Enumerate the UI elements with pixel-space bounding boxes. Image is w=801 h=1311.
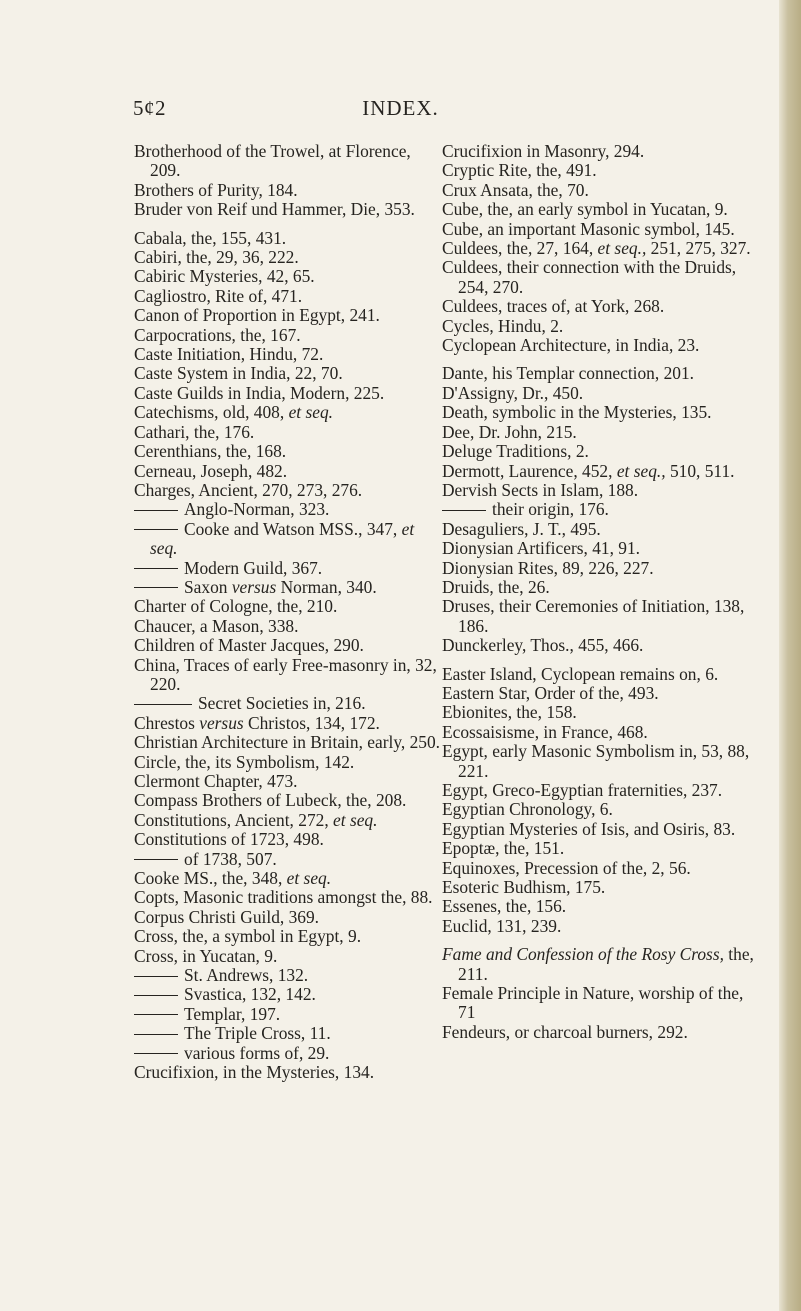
entry-text: Crux Ansata, the, 70. — [442, 179, 589, 200]
index-entry — [442, 520, 760, 539]
index-entry — [134, 326, 444, 345]
entry-text: Euclid, 131, 239. — [442, 915, 562, 936]
entry-text: Chaucer, a Mason, 338. — [134, 615, 299, 636]
ditto-dash — [134, 995, 178, 996]
entry-italic: et seq. — [150, 518, 415, 559]
entry-text: Anglo-Norman, 323. — [184, 499, 330, 520]
entry-text: Culdees, the, 27, 164, — [442, 238, 598, 259]
entry-text: Easter Island, Cyclopean remains on, 6. — [442, 663, 719, 684]
entry-text: Constitutions of 1723, 498. — [134, 829, 324, 850]
entry-text: Fendeurs, or charcoal burners, 292. — [442, 1021, 688, 1042]
entry-text: Canon of Proportion in Egypt, 241. — [134, 305, 380, 326]
index-entry — [442, 181, 760, 200]
entry-text-after: the, 211. — [458, 944, 754, 984]
index-entry — [442, 781, 760, 800]
index-entry — [134, 229, 444, 248]
index-entry — [134, 1063, 444, 1082]
index-entry — [134, 656, 444, 695]
index-entry — [442, 539, 760, 558]
entry-text: Cross, the, a symbol in Egypt, 9. — [134, 926, 362, 947]
entry-text: Dante, his Templar connection, 201. — [442, 363, 695, 384]
entry-italic: et seq. — [286, 868, 332, 889]
index-entry — [442, 1023, 760, 1042]
index-entry — [134, 200, 444, 219]
ditto-dash — [134, 1014, 178, 1015]
entry-text: Dee, Dr. John, 215. — [442, 421, 577, 442]
entry-text: Epoptæ, the, 151. — [442, 838, 565, 859]
entry-text: Compass Brothers of Lubeck, the, 208. — [134, 790, 407, 811]
index-entry — [442, 220, 760, 239]
index-entry — [134, 559, 444, 578]
index-entry — [134, 908, 444, 927]
entry-text-after: Christos, 134, 172. — [243, 712, 380, 733]
index-entry — [442, 200, 760, 219]
entry-text: Cerneau, Joseph, 482. — [134, 460, 288, 481]
entry-text: Equinoxes, Precession of the, 2, 56. — [442, 857, 691, 878]
index-entry — [442, 636, 760, 655]
entry-text: Corpus Christi Guild, 369. — [134, 906, 320, 927]
index-entry — [442, 859, 760, 878]
entry-italic: versus — [199, 712, 244, 733]
index-entry — [134, 345, 444, 364]
index-entry — [134, 423, 444, 442]
entry-italic: et seq., — [597, 238, 647, 259]
entry-text: Brotherhood of the Trowel, at Florence, 209. — [134, 141, 411, 181]
index-entry — [134, 142, 444, 181]
index-entry — [442, 917, 760, 936]
index-entry — [134, 364, 444, 383]
entry-text: Modern Guild, 367. — [184, 557, 323, 578]
index-entry — [442, 462, 760, 481]
index-entry — [134, 753, 444, 772]
entry-text: Clermont Chapter, 473. — [134, 771, 298, 791]
entry-text: Egyptian Chronology, 6. — [442, 799, 613, 820]
index-entry — [134, 966, 444, 985]
entry-text: Cathari, the, 176. — [134, 421, 255, 442]
index-entry — [134, 927, 444, 946]
ditto-dash — [134, 568, 178, 569]
entry-text: Culdees, their connection with the Druids, 254, 270. — [442, 257, 737, 297]
entry-text: St. Andrews, 132. — [184, 965, 309, 986]
index-entry — [134, 869, 444, 888]
index-entry — [442, 839, 760, 858]
index-entry — [134, 1024, 444, 1043]
index-column-right — [442, 142, 760, 1042]
entry-text-after: 251, 275, 327. — [646, 238, 751, 259]
index-entry — [442, 481, 760, 500]
entry-text: Caste Guilds in India, Modern, 225. — [134, 382, 385, 403]
index-entry — [442, 984, 760, 1023]
ditto-dash — [134, 859, 178, 860]
index-entry — [134, 181, 444, 200]
entry-text: Death, symbolic in the Mysteries, 135. — [442, 402, 712, 423]
index-entry — [134, 947, 444, 966]
index-entry — [134, 597, 444, 616]
index-entry — [134, 714, 444, 733]
entry-text: Catechisms, old, 408, — [134, 402, 289, 423]
index-entry — [442, 239, 760, 258]
entry-italic: et seq., — [616, 460, 666, 481]
entry-text: Crucifixion in Masonry, 294. — [442, 141, 645, 161]
entry-text: Cagliostro, Rite of, 471. — [134, 285, 303, 306]
index-entry — [134, 442, 444, 461]
entry-text: Chrestos — [134, 712, 200, 733]
index-entry — [442, 258, 760, 297]
entry-italic: versus — [231, 576, 277, 597]
entry-text: Charter of Cologne, the, 210. — [134, 596, 338, 617]
index-entry — [442, 742, 760, 781]
index-entry — [134, 267, 444, 286]
ditto-dash — [134, 587, 178, 588]
entry-text: Secret Societies in, 216. — [198, 693, 366, 714]
entry-text: Cabala, the, 155, 431. — [134, 227, 287, 248]
entry-text: Cooke MS., the, 348, — [134, 868, 287, 889]
entry-text: Cerenthians, the, 168. — [134, 441, 287, 462]
entry-text: Egypt, Greco-Egyptian fraternities, 237. — [442, 780, 723, 800]
entry-text: Eastern Star, Order of the, 493. — [442, 682, 659, 703]
entry-text: Dionysian Artificers, 41, 91. — [442, 538, 641, 559]
index-entry — [134, 636, 444, 655]
entry-text: Ebionites, the, 158. — [442, 702, 577, 723]
entry-text-after: 510, 511. — [665, 460, 735, 481]
index-entry — [442, 723, 760, 742]
entry-text: Cycles, Hindu, 2. — [442, 315, 564, 336]
index-entry — [134, 500, 444, 519]
index-entry — [134, 811, 444, 830]
entry-text: Charges, Ancient, 270, 273, 276. — [134, 479, 363, 500]
entry-text: of 1738, 507. — [184, 848, 277, 869]
index-entry — [442, 597, 760, 636]
entry-text: Deluge Traditions, 2. — [442, 441, 589, 462]
entry-text: Cross, in Yucatan, 9. — [134, 945, 278, 966]
index-entry — [442, 317, 760, 336]
page-header — [0, 96, 801, 136]
ditto-dash — [442, 510, 486, 511]
entry-text: The Triple Cross, 11. — [184, 1023, 331, 1044]
page-title: INDEX. — [362, 96, 439, 120]
entry-text: China, Traces of early Free-masonry in, 32, 220. — [134, 654, 437, 694]
index-entry — [442, 559, 760, 578]
entry-italic: et seq. — [288, 402, 334, 423]
entry-text: Constitutions, Ancient, 272, — [134, 809, 334, 830]
index-entry — [442, 161, 760, 180]
index-entry — [442, 442, 760, 461]
index-entry — [442, 403, 760, 422]
index-entry — [134, 306, 444, 325]
index-entry — [134, 888, 444, 907]
entry-text: Cabiri, the, 29, 36, 222. — [134, 247, 299, 268]
ditto-dash — [134, 529, 178, 530]
entry-text: Crucifixion, in the Mysteries, 134. — [134, 1062, 375, 1083]
entry-text: Cryptic Rite, the, 491. — [442, 160, 597, 181]
index-entry — [442, 665, 760, 684]
entry-text: Christian Architecture in Britain, early, 250. — [134, 732, 441, 753]
index-entry — [134, 772, 444, 791]
ditto-dash — [134, 704, 192, 705]
entry-text: Female Principle in Nature, worship of the, 71 — [442, 983, 744, 1023]
entry-text: Bruder von Reif und Hammer, Die, 353. — [134, 199, 415, 220]
entry-text: Cyclopean Architecture, in India, 23. — [442, 335, 700, 356]
entry-text: various forms of, 29. — [184, 1042, 330, 1063]
index-entry — [442, 703, 760, 722]
index-entry — [442, 423, 760, 442]
ditto-dash — [134, 1034, 178, 1035]
index-entry — [134, 462, 444, 481]
index-entry — [134, 617, 444, 636]
index-entry — [442, 897, 760, 916]
index-entry — [442, 820, 760, 839]
entry-text: Svastica, 132, 142. — [184, 984, 316, 1005]
entry-text: Essenes, the, 156. — [442, 896, 567, 917]
page-number: 5¢2 — [133, 96, 166, 120]
entry-text: Caste System in India, 22, 70. — [134, 363, 343, 384]
index-entry — [134, 1005, 444, 1024]
entry-text-after: Norman, 340. — [276, 576, 377, 597]
index-column-left — [134, 142, 444, 1083]
entry-text: Egypt, early Masonic Symbolism in, 53, 88, 221. — [442, 741, 750, 781]
index-entry — [134, 403, 444, 422]
entry-text: Esoteric Budhism, 175. — [442, 877, 606, 898]
entry-text: Caste Initiation, Hindu, 72. — [134, 344, 324, 365]
index-entry — [134, 481, 444, 500]
index-entry — [134, 578, 444, 597]
index-entry — [442, 578, 760, 597]
entry-text: Copts, Masonic traditions amongst the, 88. — [134, 887, 433, 908]
entry-italic: et seq. — [333, 809, 378, 830]
entry-text: Cooke and Watson MSS., 347, — [184, 518, 402, 539]
entry-text: Dunckerley, Thos., 455, 466. — [442, 635, 644, 656]
entry-text: Dionysian Rites, 89, 226, 227. — [442, 557, 654, 578]
entry-text: their origin, 176. — [492, 499, 609, 520]
index-entry — [442, 384, 760, 403]
index-entry — [442, 297, 760, 316]
index-entry — [134, 985, 444, 1004]
entry-text: Dermott, Laurence, 452, — [442, 460, 617, 481]
entry-text: Cube, an important Masonic symbol, 145. — [442, 218, 735, 239]
entry-text: Culdees, traces of, at York, 268. — [442, 296, 665, 317]
ditto-dash — [134, 510, 178, 511]
index-entry — [442, 500, 760, 519]
index-entry — [442, 945, 760, 984]
index-entry — [134, 694, 444, 713]
index-entry — [134, 287, 444, 306]
entry-italic: Fame and Confession of the Rosy Cross, — [442, 944, 724, 965]
index-entry — [134, 791, 444, 810]
entry-text: Brothers of Purity, 184. — [134, 179, 298, 200]
ditto-dash — [134, 976, 178, 977]
entry-text: Circle, the, its Symbolism, 142. — [134, 751, 355, 772]
index-entry — [442, 336, 760, 355]
index-entry — [442, 800, 760, 819]
entry-text: Ecossaisisme, in France, 468. — [442, 721, 648, 742]
entry-text: Saxon — [184, 576, 232, 597]
entry-text: Dervish Sects in Islam, 188. — [442, 479, 639, 500]
index-entry — [134, 733, 444, 752]
entry-text: Egyptian Mysteries of Isis, and Osiris, 83. — [442, 818, 736, 839]
index-entry — [134, 830, 444, 849]
ditto-dash — [134, 1053, 178, 1054]
entry-text: Druses, their Ceremonies of Initiation, 138, 186. — [442, 596, 745, 636]
index-entry — [442, 684, 760, 703]
entry-text: Desaguliers, J. T., 495. — [442, 518, 601, 539]
index-entry — [134, 520, 444, 559]
index-entry — [442, 878, 760, 897]
entry-text: Cube, the, an early symbol in Yucatan, 9. — [442, 199, 728, 220]
index-entry — [134, 248, 444, 267]
index-entry — [134, 850, 444, 869]
entry-text: Templar, 197. — [184, 1003, 281, 1024]
entry-text: Carpocrations, the, 167. — [134, 324, 301, 345]
index-entry — [442, 142, 760, 161]
entry-text: Cabiric Mysteries, 42, 65. — [134, 266, 315, 287]
page-edge — [779, 0, 801, 1311]
entry-text: D'Assigny, Dr., 450. — [442, 382, 584, 403]
index-entry — [134, 384, 444, 403]
index-entry — [134, 1044, 444, 1063]
entry-text: Children of Master Jacques, 290. — [134, 635, 364, 656]
entry-text: Druids, the, 26. — [442, 576, 550, 597]
index-entry — [442, 364, 760, 383]
